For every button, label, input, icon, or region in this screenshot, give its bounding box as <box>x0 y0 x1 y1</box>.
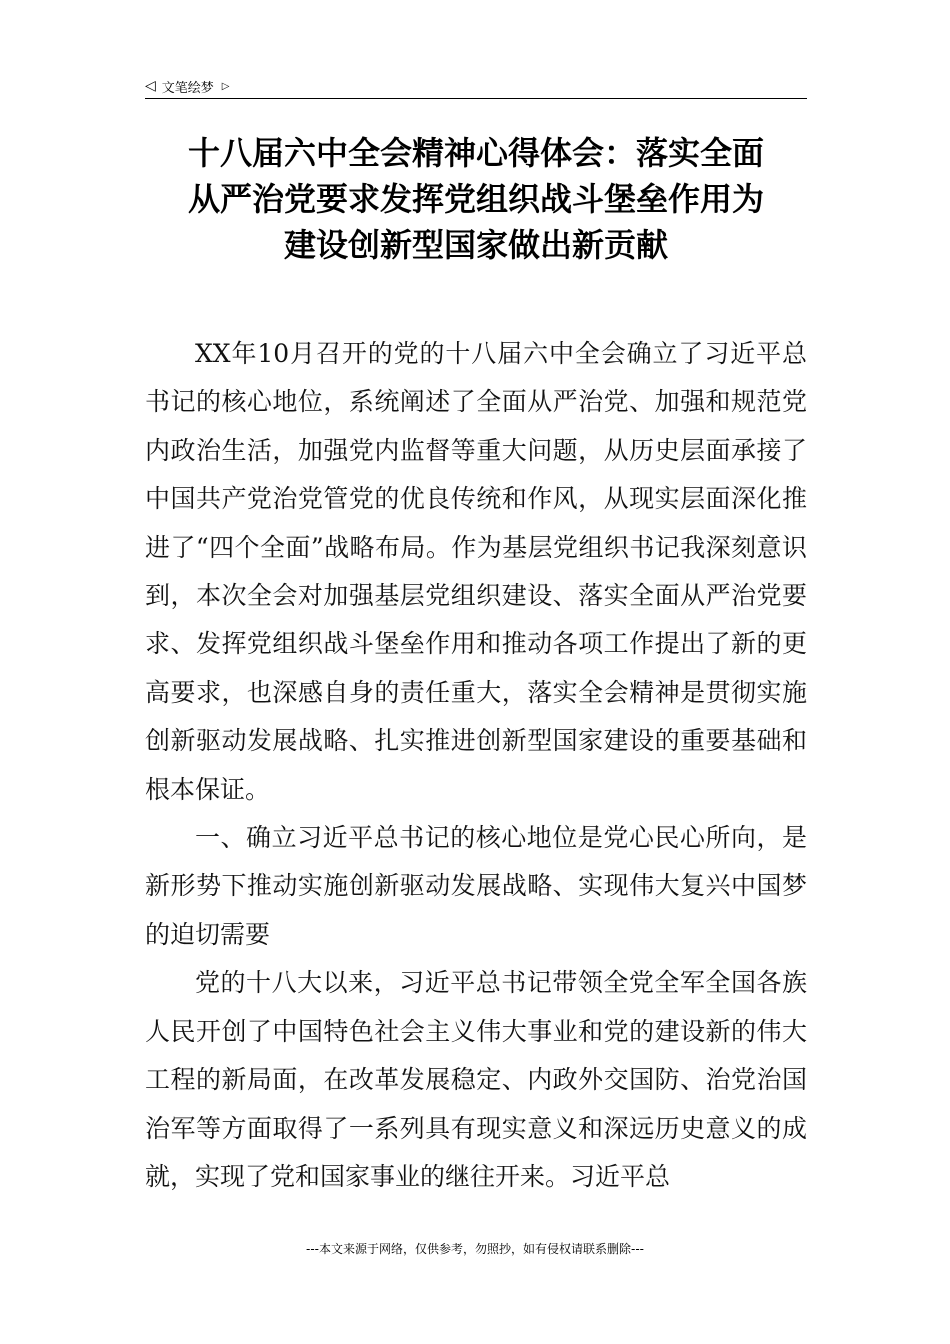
paragraph-section-body: 党的十八大以来，习近平总书记带领全党全军全国各族人民开创了中国特色社会主义伟大事业和党的建设新的伟大工程的新局面，在改革发展稳定、内政外交国防、治党治国治军等方面取得了一系列具有现实意义和深远历史意义的成就，实现了党和国家事业的继往开来。习近平总 <box>145 968 807 1191</box>
paragraph-section-heading: 一、确立习近平总书记的核心地位是党心民心所向，是新形势下推动实施创新驱动发展战略、实现伟大复兴中国梦的迫切需要 <box>145 823 807 949</box>
paragraph-intro: XX年10月召开的党的十八届六中全会确立了习近平总书记的核心地位，系统阐述了全面从严治党、加强和规范党内政治生活，加强党内监督等重大问题，从历史层面承接了中国共产党治党管党的优良传统和作风，从现实层面深化推进了“四个全面”战略布局。作为基层党组织书记我深刻意识到，本次全会对加强基层党组织建设、落实全面从严治党要求、发挥党组织战斗堡垒作用和推动各项工作提出了新的更高要求，也深感自身的责任重大，落实全会精神是贯彻实施创新驱动发展战略、扎实推进创新型国家建设的重要基础和根本保证。 <box>145 339 807 804</box>
title-line: 从严治党要求发挥党组织战斗堡垒作用为 <box>187 180 764 218</box>
document-body <box>145 330 807 1201</box>
right-triangle-icon: ▷ <box>221 80 230 92</box>
title-line: 建设创新型国家做出新贡献 <box>283 226 668 264</box>
title-line: 十八届六中全会精神心得体会：落实全面 <box>187 134 764 172</box>
page-header <box>145 74 807 99</box>
header-brand: 文笔绘梦 <box>161 80 214 96</box>
document-title <box>120 130 832 268</box>
left-triangle-icon: ◁ <box>145 78 156 94</box>
page-footer-disclaimer: ---本文来源于网络，仅供参考，勿照抄，如有侵权请联系删除--- <box>306 1242 644 1256</box>
